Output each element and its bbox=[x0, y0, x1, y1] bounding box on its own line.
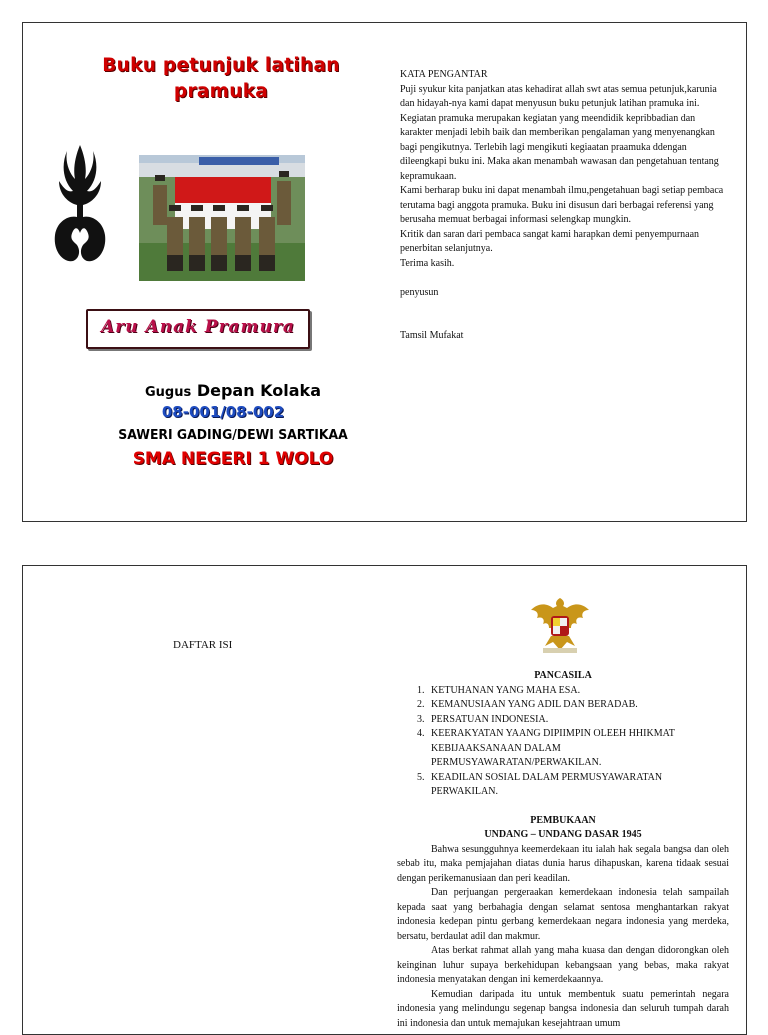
gugus-label: Gugus bbox=[145, 385, 192, 400]
pancasila-section bbox=[397, 669, 729, 1031]
uud-heading: UNDANG – UNDANG DASAR 1945 bbox=[484, 829, 642, 840]
author-name: Tamsil Mufakat bbox=[400, 330, 464, 341]
school-name: SMA NEGERI 1 WOLO bbox=[132, 449, 334, 469]
group-name-banner-text: Aru Anak Pramura bbox=[101, 317, 295, 337]
gugus-depan-line bbox=[83, 381, 383, 400]
pengantar-paragraph: Kami berharap buku ini dapat menambah ilmu,pengetahuan bagi setiap pembaca terutama bagi anggota pramuka. Buku ini disusun dari berbagai referensi yang berusaha memuat berbagai informasi selengkap mungkin. bbox=[400, 185, 724, 225]
pangkalan-names: SAWERI GADING/DEWI SARTIKAA bbox=[118, 427, 348, 443]
cover-title-line2: pramuka bbox=[173, 81, 269, 102]
pembukaan-paragraph: Bahwa sesungguhnya keemerdekaan itu ialah hak segala bangsa dan oleh sebab itu, maka pemjajahan diatas dunia harus dihapuskan, karena tidaak sesuai dengan perikemanusiaan dan peri keadilan. bbox=[397, 843, 729, 884]
sila-item: 4. KEERAKYATAN YAANG DIPIIMPIN OLEEH HHIKMAT KEBIJAAKSANAAN DALAM PERMUSYAWARATAN/PERWAKILAN. bbox=[427, 727, 729, 771]
scout-group-photo bbox=[139, 155, 305, 281]
content-page bbox=[22, 565, 747, 1035]
gugus-code: 08-001/08-002 bbox=[161, 403, 285, 421]
pengantar-thanks: Terima kasih. bbox=[400, 257, 455, 269]
kata-pengantar-heading: KATA PENGANTAR bbox=[400, 69, 488, 80]
pengantar-paragraph: Puji syukur kita panjatkan atas kehadirat allah swt atas semua petunjuk,karunia dan hidayah-nya kami dapat menyusun buku petunjuk latihan pramuka ini. bbox=[400, 83, 717, 109]
sila-item: 2. KEMANUSIAAN YANG ADIL DAN BERADAB. bbox=[427, 698, 729, 713]
sila-item: 5. KEADILAN SOSIAL DALAM PERMUSYAWARATAN PERWAKILAN. bbox=[427, 771, 729, 800]
pancasila-list bbox=[397, 684, 729, 800]
cover-title-line1: Buku petunjuk latihan bbox=[102, 55, 340, 76]
pengantar-paragraph: Kegiatan pramuka merupakan kegiatan yang meendidik kepribbadian dan karakter menjadi lebih baik dan memberikan pengalaman yang menyenangkan bagi pengikutnya. Terlebih lagi mengikuti kegiaatan praamuka ddengan dileengkapi buku ini. Maka akan menambah wawasan dan pengetahuan tentang kepramukaan. bbox=[400, 112, 719, 182]
sila-item: 1. KETUHANAN YANG MAHA ESA. bbox=[427, 684, 729, 699]
pembukaan-paragraph: Dan perjuangan pergeraakan kemerdekaan indonesia telah sampailah kepada saat yang berbahagia dengan selamat sentosa menghantarkan rakyat indonesia kedepan pintu gerbang kemerdekaan negara indonesia yang merdeka, bersatu, berdaulat adil dan makmur. bbox=[397, 887, 729, 942]
sila-item: 3. PERSATUAN INDONESIA. bbox=[427, 713, 729, 728]
tunas-kelapa-logo bbox=[51, 143, 109, 273]
cover-page bbox=[22, 22, 747, 522]
pembukaan-heading: PEMBUKAAN bbox=[530, 814, 596, 826]
daftar-isi-heading: DAFTAR ISI bbox=[173, 639, 233, 651]
penyusun-label: penyusun bbox=[400, 286, 439, 298]
pancasila-heading: PANCASILA bbox=[534, 670, 592, 681]
group-name-banner bbox=[86, 309, 310, 349]
pembukaan-paragraph: Kemudian daripada itu untuk membentuk suatu pemerintah negara indonesia yang melindungu segenap bangsa indonesia dan seluruh tumpah darah ini indonesia dan untuk memajukan kesejahtraan umum bbox=[397, 988, 729, 1029]
pembukaan-paragraph: Atas berkat rahmat allah yang maha kuasa dan dengan didorongkan oleh keinginan luhur supaya berkehidupan kebangsaan yang bebas, maka rakyat indonesia menyatakan dengan ini kemerdekaannya. bbox=[397, 945, 729, 985]
gugus-name: Depan Kolaka bbox=[196, 381, 321, 400]
garuda-pancasila-emblem bbox=[529, 594, 591, 658]
kata-pengantar-section bbox=[400, 68, 730, 344]
cover-title bbox=[41, 53, 401, 105]
pembukaan-text bbox=[397, 843, 729, 1032]
pengantar-paragraph: Kritik dan saran dari pembaca sangat kami harapkan demi penyempurnaan penerbitan selanjutnya. bbox=[400, 228, 700, 254]
